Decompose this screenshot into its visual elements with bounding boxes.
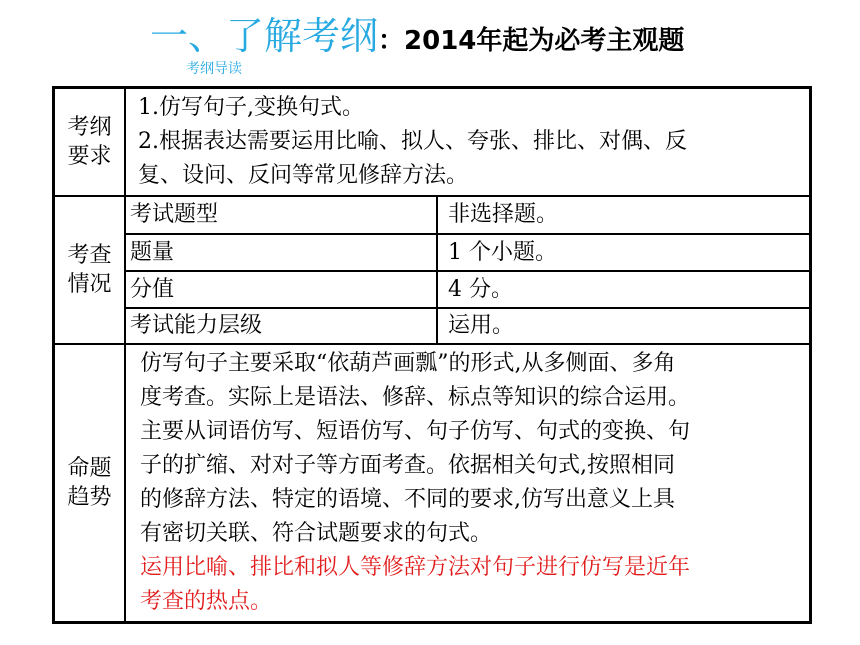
requirements-label: 考纲要求 xyxy=(67,115,112,169)
situation-key: 分值 xyxy=(130,276,175,302)
title-colon: ： xyxy=(378,26,405,56)
syllabus-table xyxy=(52,86,812,624)
situation-key: 考试能力层级 xyxy=(130,313,263,338)
trend-content xyxy=(126,345,809,621)
requirements-line: 2.根据表达需要运用比喻、拟人、夸张、排比、对偶、反 xyxy=(138,129,687,154)
title-subtext: 2014年起为必考主观题 xyxy=(404,26,685,56)
situation-value: 1 个小题。 xyxy=(448,239,557,265)
trend-line: 度考查。实际上是语法、修辞、标点等知识的综合运用。 xyxy=(140,385,691,410)
requirements-line: 复、设问、反问等常见修辞方法。 xyxy=(138,163,469,188)
requirements-line: 1.仿写句子,变换句式。 xyxy=(138,95,364,120)
trend-line: 仿写句子主要采取“依葫芦画瓢”的形式,从多侧面、多角 xyxy=(140,351,676,376)
trend-line: 有密切关联、符合试题要求的句式。 xyxy=(140,521,493,546)
trend-highlight-line: 考查的热点。 xyxy=(140,589,273,614)
situation-key: 考试题型 xyxy=(130,202,219,227)
situation-value: 非选择题。 xyxy=(448,202,559,227)
trend-label: 命题趋势 xyxy=(67,456,112,510)
situation-value: 运用。 xyxy=(448,313,515,338)
trend-line: 的修辞方法、特定的语境、不同的要求,仿写出意义上具 xyxy=(140,487,675,512)
requirements-content xyxy=(126,89,809,195)
trend-line: 子的扩缩、对对子等方面考查。依据相关句式,按照相同 xyxy=(140,453,675,478)
situation-key: 题量 xyxy=(130,239,175,265)
trend-highlight-line: 运用比喻、排比和拟人等修辞方法对句子进行仿写是近年 xyxy=(140,555,691,580)
title-main: 一、了解考纲 xyxy=(150,14,379,58)
situation-label: 考查情况 xyxy=(67,243,112,297)
situation-value: 4 分。 xyxy=(448,276,513,302)
trend-line: 主要从词语仿写、短语仿写、句子仿写、句式的变换、句 xyxy=(140,419,691,444)
subtitle: 考纲导读 xyxy=(186,61,242,77)
